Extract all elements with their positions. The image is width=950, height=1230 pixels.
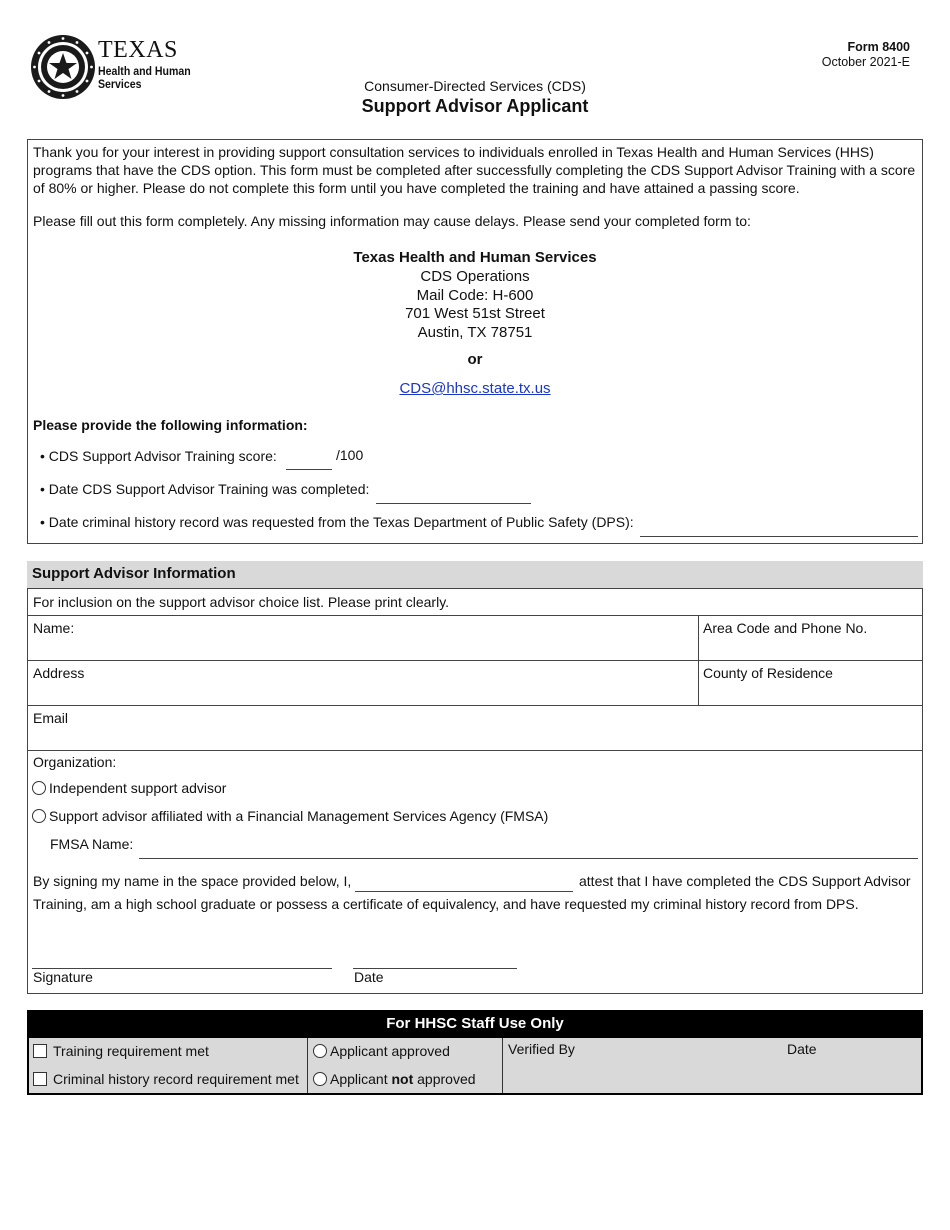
organization-label: Organization: [33,754,117,770]
intro-paragraph: Thank you for your interest in providing support consultation services to individuals enrolled in Texas Health and Human Services (HHS) programs that have the CDS option. This form must be completed after successfully completing the CDS Support Advisor Training with a score of 80% or higher. Please do not complete this form until you have completed the training and have attained a passing score. [33,144,916,196]
fmsa-radio[interactable] [32,809,46,823]
verified-by-label: Verified By [508,1041,575,1057]
date-completed-label: • Date CDS Support Advisor Training was completed: [40,481,370,497]
phone-label: Area Code and Phone No. [703,620,868,636]
attestation-continued: attest that I have completed the CDS Support Advisor [579,873,911,889]
name-label: Name: [33,620,75,636]
date-completed-input[interactable] [376,486,531,504]
date-requested-input[interactable] [640,519,918,537]
form-subtitle: Consumer-Directed Services (CDS) [364,78,586,94]
training-score-input[interactable] [286,452,332,470]
approved-item[interactable]: Applicant approved [313,1043,450,1059]
attestation-text: By signing my name in the space provided below, I, [33,873,352,889]
intro-section [27,139,923,544]
county-label: County of Residence [703,665,833,681]
email-input[interactable] [33,729,913,747]
score-label: • CDS Support Advisor Training score: [40,448,277,464]
training-met-checkbox[interactable] [33,1044,47,1058]
criminal-met-item[interactable]: Criminal history record requirement met [33,1071,299,1087]
choice-list-instruction: For inclusion on the support advisor choice list. Please print clearly. [33,594,450,610]
form-title-block [0,78,950,117]
provide-heading: Please provide the following information: [33,417,308,433]
address-input[interactable] [33,684,693,702]
fmsa-name-input[interactable] [139,841,918,859]
address-label: Address [33,665,85,681]
signature-date-label: Date [354,969,384,985]
phone-input[interactable] [703,639,917,657]
name-input[interactable] [33,639,693,657]
address-org: Texas Health and Human Services [353,249,597,266]
training-met-item[interactable]: Training requirement met [33,1043,209,1059]
form-number-block [822,40,910,70]
logo-texas-text: TEXAS [98,37,178,63]
independent-option[interactable]: Independent support advisor [32,780,226,796]
advisor-info-heading: Support Advisor Information [27,561,923,588]
signature-label: Signature [33,969,93,985]
logo-agency-text: Health and Human Services [98,64,191,91]
fmsa-option[interactable]: Support advisor affiliated with a Financial Management Services Agency (FMSA) [32,808,548,824]
staff-use-heading: For HHSC Staff Use Only [27,1010,923,1038]
email-label: Email [33,710,69,726]
send-instructions: Please fill out this form completely. Any missing information may cause delays. Please send your completed form to: [33,213,751,229]
score-suffix: /100 [336,447,364,463]
fmsa-name-label: FMSA Name: [50,836,134,852]
advisor-info-section [27,588,923,994]
attestation-line-2: Training, am a high school graduate or possess a certificate of equivalency, and have requested my criminal history record from DPS. [33,896,859,912]
staff-date-label: Date [787,1041,817,1057]
address-city: Austin, TX 78751 [417,324,533,341]
not-approved-item[interactable]: Applicant not approved [313,1071,476,1087]
county-input[interactable] [703,684,917,702]
email-link[interactable]: CDS@hhsc.state.tx.us [399,380,551,397]
address-dept: CDS Operations [420,268,530,285]
not-approved-radio[interactable] [313,1072,327,1086]
form-date: October 2021-E [821,55,910,69]
address-street: 701 West 51st Street [405,305,545,322]
date-requested-label: • Date criminal history record was requested from the Texas Department of Public Safety (DPS): [40,514,634,530]
form-title: Support Advisor Applicant [361,96,589,116]
approved-radio[interactable] [313,1044,327,1058]
form-number: Form 8400 [847,40,910,54]
address-mail-code: Mail Code: H-600 [416,287,534,304]
independent-radio[interactable] [32,781,46,795]
staff-use-section [27,1038,923,1095]
or-label: or [467,351,483,368]
criminal-met-checkbox[interactable] [33,1072,47,1086]
attest-name-input[interactable] [355,874,573,892]
